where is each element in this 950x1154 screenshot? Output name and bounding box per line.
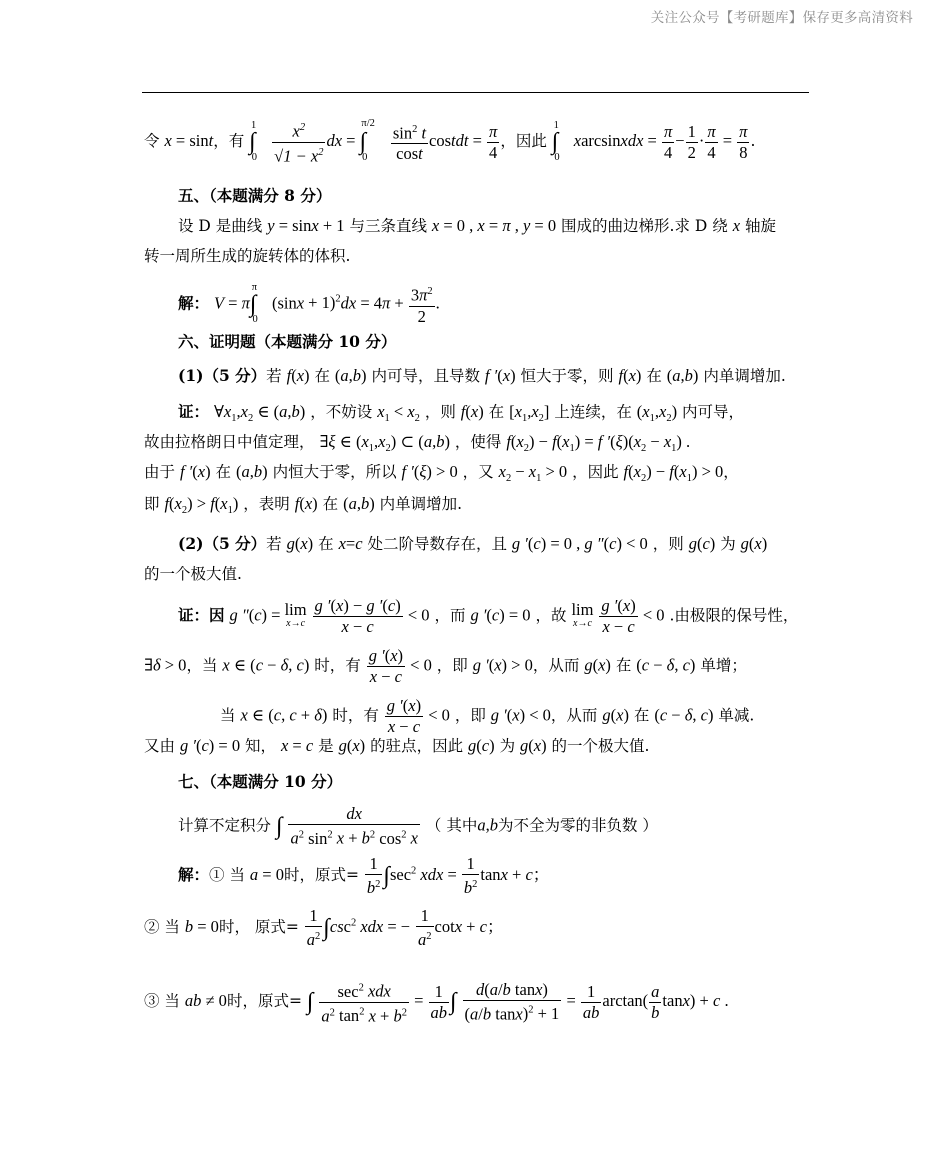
q6-proof2-line2: ∃δ > 0，当 x ∈ (c − δ, c) 时，有 $\frac{g '(x)}{x - c}$ < 0 ，即 g ′(x) > 0，从而 g(x) 在 (c − δ, c) 单增； <box>144 646 747 686</box>
q6-part2-line2: 的一个极大值. <box>144 565 242 583</box>
q7-case1: 解：① 当 a = 0时，原式= $\frac{1}{b^2}$ $\int\sec^2$ xdx = $\frac{1}{b^2}$ tanx + c； <box>178 854 550 898</box>
header-rule <box>142 92 809 93</box>
substitution-line: 令 x = sint，有 $\int_0^1$ $\frac{x^2}{√1 - x^2}$ dx = $\int_0^{\pi/2}$ $\frac{\sin^2 t}{\cos t}$ costdt = $\frac{\pi}{4}$ ，因此 $\int_0^1$ xarcsinxdx = $\frac{\pi}{4}$ − $\frac{1}{2}$ · $\frac{\pi}{4}$ = $\frac{\pi}{8}$ . <box>144 117 756 165</box>
q6-proof1-line3: 由于 f ′(x) 在 (a,b) 内恒大于零，所以 f ′(ξ) > 0 ，又 $x_2 - x_1 > 0$ ，因此 $f(x_2) - f(x_1) > 0$， <box>144 462 739 485</box>
q7-problem: 计算不定积分 ∫ $\frac{dx}{a^2 \sin^2 x + b^2 \cos^2 x}$ （ 其中a,b为不全为零的非负数 ） <box>178 804 658 848</box>
q6-proof1-line1: 证： $\forall x_1,x_2$ ∈ (a,b) ，不妨设 $x_1 < x_2$ ，则 f(x) 在 $[x_1,x_2]$ 上连续，在 $(x_1,x_2)$ 内可导， <box>178 402 745 425</box>
q7-case2: ② 当 b = 0时， 原式= $\frac{1}{a^2}$ $\int\csc^2$ xdx = − $\frac{1}{a^2}$ cotx + c； <box>144 906 504 950</box>
q6-proof1-line2: 故由拉格朗日中值定理， ∃ξ ∈ $(x_1,x_2)$ ⊂ (a,b) ，使得 $f(x_2) - f(x_1) = f$ $'(\xi)(x_2 - x_1)$ . <box>144 432 691 455</box>
q6-part1: (1)（5 分）若 f(x) 在 (a,b) 内可导，且导数 f ′(x) 恒大于零，则 f(x) 在 (a,b) 内单调增加. <box>178 366 786 385</box>
q5-solution: 解： $V = \pi\int_0^\pi$ $(\sin x + 1)^2dx = 4\pi$ + $\frac{3\pi^2}{2}$ . <box>178 282 440 326</box>
q7-heading: 七、（本题满分 10 分） <box>178 772 343 791</box>
q6-part2-line1: (2)（5 分）若 g(x) 在 x=c 处二阶导数存在，且 g ′(c) = 0 , g ″(c) < 0 ，则 g(c) 为 g(x) <box>178 534 768 553</box>
q6-proof2-line1: 证：因 g ″(c) = lim x→c $\frac{g '(x) - g '(c)}{x - c}$ < 0 ，而 g ′(c) = 0 ，故 lim x→c $\frac{g '(x)}{x - c}$ < 0 .由极限的保号性， <box>178 596 799 636</box>
q6-heading: 六、证明题（本题满分 10 分） <box>178 332 397 351</box>
q5-heading: 五、（本题满分 8 分） <box>178 186 332 205</box>
q6-proof2-line4: 又由 g ′(c) = 0 知， x = c 是 g(x) 的驻点，因此 g(c) 为 g(x) 的一个极大值. <box>144 736 650 755</box>
watermark: 关注公众号【考研题库】保存更多高清资料 <box>650 10 913 26</box>
q6-proof1-line4: 即 $f(x_2) > f(x_1)$ ，表明 f(x) 在 (a,b) 内单调增加. <box>144 494 463 517</box>
q5-problem-line1: 设 D 是曲线 y = sinx + 1 与三条直线 x = 0 , x = π , y = 0 围成的曲边梯形.求 D 绕 x 轴旋 <box>178 216 776 235</box>
q6-proof2-line3: 当 x ∈ (c, c + δ) 时，有 $\frac{g '(x)}{x - c}$ < 0 ，即 g ′(x) < 0，从而 g(x) 在 (c − δ, c) 单减. <box>220 696 755 736</box>
q7-case3: ③ 当 ab ≠ 0时，原式= ∫ $\sec^2$ xdx $a^2$ $\tan^2 x + b^2$ = $\frac{1}{ab}$ ∫ $\frac{\text{d(a/b tanx)}}{(a/b \tan x)^2 + 1}$ = $\frac{1}{ab}$ arctan( $\frac{a}{b}$ tanx) + c . <box>144 979 729 1025</box>
q5-problem-line2: 转一周所生成的旋转体的体积. <box>144 247 351 265</box>
